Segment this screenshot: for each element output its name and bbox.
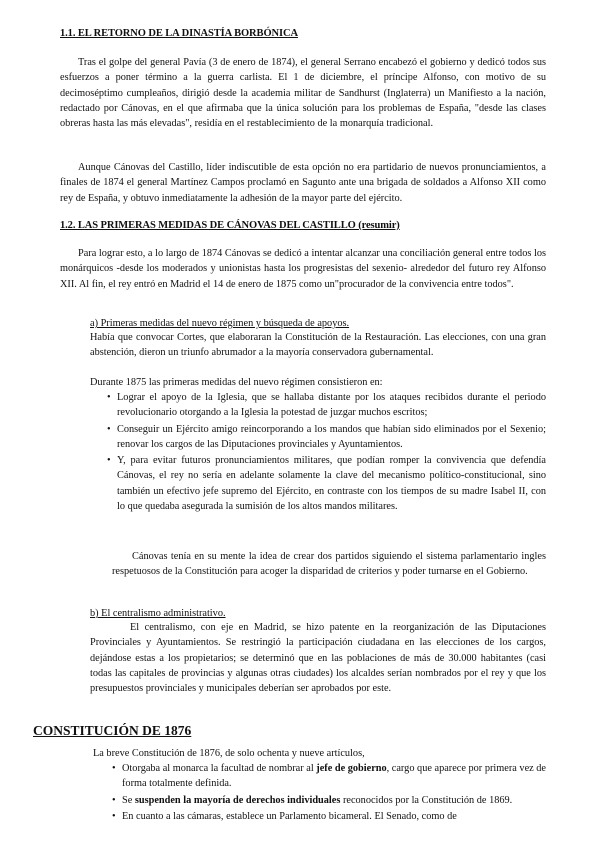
paragraph-conciliacion: Para lograr esto, a lo largo de 1874 Cánovas se dedicó a intentar alcanzar una conciliación general entre todos los monárquicos -desde los moderados y unionistas hasta los progresistas del sexenio- alrededor del futuro rey Alfonso XII. Al fin, el rey entró en Madrid el 14 de enero de 1875 como un"procurador de la convivencia entre todos". <box>60 248 546 290</box>
section-title-retorno: 1.1. EL RETORNO DE LA DINASTÍA BORBÓNICA <box>60 28 298 39</box>
subsection-title-b: b) El centralismo administrativo. <box>90 608 226 619</box>
paragraph-golpe-pavia: Tras el golpe del general Pavía (3 de enero de 1874), el general Serrano encabezó el gobierno y dedicó todos sus esfuerzos a poner término a la guerra carlista. El 1 de diciembre, el príncipe Alfonso, con motivo de su decimoséptimo cumpleaños, dirigió desde la academia militar de Sandhurst (Inglaterra) un Manifiesto a la nación, redactado por Cánovas, en el que afirmaba que la única solución para los problemas de España, "desde las clases obreras hasta las más elevadas", residía en el restablecimiento de la monarquía tradicional. <box>60 57 546 130</box>
bold-term: suspenden la mayoría de derechos individuales <box>134 794 341 806</box>
list-item: • Se suspenden la mayoría de derechos individuales reconocidos por la Constitución de 1869. <box>122 793 546 808</box>
paragraph-dos-partidos: Cánovas tenía en su mente la idea de crear dos partidos siguiendo el sistema parlamentario ingles respetuosos de la Constitución para acoger la disparidad de criterios y poder turnarse en el Gobierno. <box>112 551 546 578</box>
section-title-constitucion: CONSTITUCIÓN DE 1876 <box>33 723 192 738</box>
paragraph-canovas-sagunto: Aunque Cánovas del Castillo, líder indiscutible de esta opción no era partidario de nuevos pronunciamientos, a finales de 1874 el general Martínez Campos proclamó en Sagunto ante una brigada de soldados a Alfonso XII como rey de España, y obtuvo inmediatamente la adhesión de la mayor parte del ejército. <box>60 162 546 204</box>
bullet-icon: • <box>107 423 111 435</box>
list-item: • En cuanto a las cámaras, establece un Parlamento bicameral. El Senado, como de <box>122 809 546 824</box>
list-item: • Lograr el apoyo de la Iglesia, que se hallaba distante por los ataques recibidos durante el periodo revolucionario otorgando a la Iglesia la potestad de juzgar muchos escritos; <box>107 392 546 419</box>
paragraph-centralismo: El centralismo, con eje en Madrid, se hizo patente en la reorganización de las Diputaciones Provinciales y Ayuntamientos. Se restringió la participación ciudadana en las elecciones de los cargos, dejándose estas a los propietarios; se determinó que en las poblaciones de más de 30.000 habitantes (casi todas las capitales de provincias y algunas otras ciudades) los alcaldes serían nombrados por el rey y que los presupuestos provinciales y municipales deberían ser aprobados por este. <box>90 622 546 695</box>
constitution-list <box>112 761 547 825</box>
paragraph-breve-constitucion: La breve Constitución de 1876, de solo ochenta y nueve artículos, <box>93 748 365 759</box>
bullet-icon: • <box>112 763 116 774</box>
measures-list <box>107 390 546 515</box>
section-title-primeras-medidas: 1.2. LAS PRIMERAS MEDIDAS DE CÁNOVAS DEL CASTILLO (resumir) <box>60 220 400 231</box>
list-item: • Otorgaba al monarca la facultad de nombrar al jefe de gobierno, cargo que aparece por primera vez de forma totalmente definida. <box>112 763 547 790</box>
paragraph-convocar-cortes: Había que convocar Cortes, que elaboraran la Constitución de la Restauración. Las elecciones, con una gran abstención, dieron un triunfo abrumador a la mayoría conservadora gubernamental. <box>90 332 546 359</box>
bullet-icon: • <box>107 455 111 467</box>
list-item: • Conseguir un Ejército amigo reincorporando a los mandos que habían sido eliminados por el Sexenio; renovar los cargos de las Diputaciones provinciales y Ayuntamientos. <box>107 423 546 450</box>
subsection-title-a: a) Primeras medidas del nuevo régimen y búsqueda de apoyos. <box>90 318 350 329</box>
paragraph-durante-1875: Durante 1875 las primeras medidas del nuevo régimen consistieron en: <box>90 377 383 388</box>
bullet-icon: • <box>107 392 111 403</box>
bullet-icon: • <box>112 810 116 822</box>
bullet-icon: • <box>112 794 116 806</box>
list-item: • Y, para evitar futuros pronunciamientos militares, que podían romper la convivencia que defendía Cánovas, el rey no sería en adelante solamente la clave del mecanismo político-constitucional, sino también un efectivo jefe supremo del Ejército, en contraste con los tiempos de su madre Isabel II, con lo que quedaba asegurada la sumisión de los altos mandos militares. <box>107 455 546 513</box>
bold-term: jefe de gobierno <box>316 763 387 774</box>
